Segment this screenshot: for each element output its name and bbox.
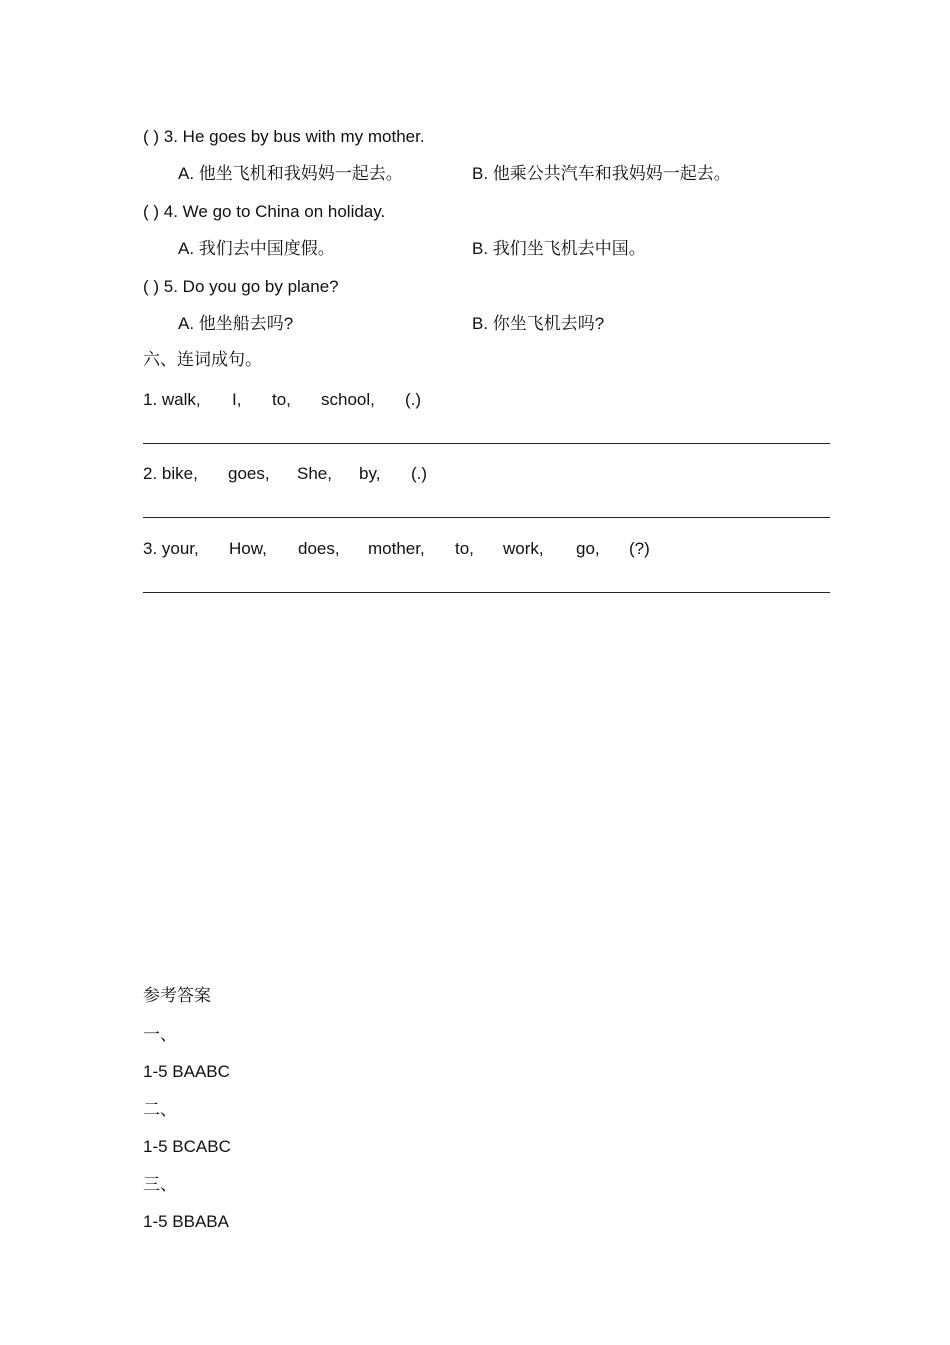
answer-section-3-value: 1-5 BBABA [143, 1212, 229, 1231]
word: does, [298, 539, 340, 558]
question-4-stem: ( ) 4. We go to China on holiday. [143, 202, 386, 221]
word: She, [297, 464, 332, 483]
answers-title: 参考答案 [143, 986, 211, 1005]
word: (?) [629, 539, 650, 558]
word: go, [576, 539, 600, 558]
answer-section-3-label: 三、 [143, 1175, 177, 1194]
question-5-stem: ( ) 5. Do you go by plane? [143, 277, 339, 296]
word: How, [229, 539, 267, 558]
question-4-option-b: B. 我们坐飞机去中国。 [472, 239, 646, 258]
word: (.) [411, 464, 428, 483]
word: 2. bike, [143, 464, 198, 483]
question-3-option-a: A. 他坐飞机和我妈妈一起去。 [178, 164, 403, 183]
word: (.) [405, 390, 422, 409]
word: I, [232, 390, 242, 409]
word: work, [503, 539, 544, 558]
question-3-stem: ( ) 3. He goes by bus with my mother. [143, 127, 425, 146]
answer-line[interactable] [143, 443, 830, 444]
word: mother, [368, 539, 425, 558]
answer-section-1-value: 1-5 BAABC [143, 1062, 230, 1081]
answer-section-2-value: 1-5 BCABC [143, 1137, 231, 1156]
answer-section-1-label: 一、 [143, 1025, 177, 1044]
question-3-option-b: B. 他乘公共汽车和我妈妈一起去。 [472, 164, 731, 183]
word: to, [272, 390, 291, 409]
word: to, [455, 539, 474, 558]
answer-line[interactable] [143, 517, 830, 518]
word: goes, [228, 464, 270, 483]
answer-section-2-label: 二、 [143, 1100, 177, 1119]
word: 1. walk, [143, 390, 201, 409]
question-5-option-a: A. 他坐船去吗? [178, 314, 294, 333]
word: school, [321, 390, 375, 409]
question-5-option-b: B. 你坐飞机去吗? [472, 314, 605, 333]
word: by, [359, 464, 381, 483]
word: 3. your, [143, 539, 199, 558]
section-6-title: 六、连词成句。 [143, 350, 262, 369]
answer-line[interactable] [143, 592, 830, 593]
question-4-option-a: A. 我们去中国度假。 [178, 239, 335, 258]
